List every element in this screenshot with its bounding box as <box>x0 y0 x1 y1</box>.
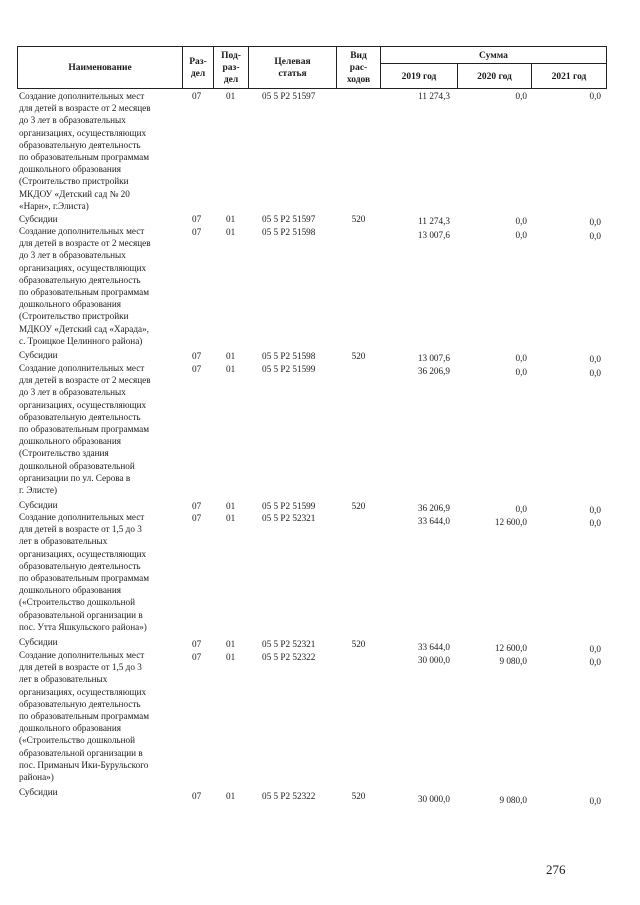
row-2020: 12 600,0 <box>494 643 527 653</box>
row-statya: 05 5 P2 51597 <box>262 214 316 224</box>
row-2021: 0,0 <box>589 657 601 667</box>
header-razdel: Раз- дел <box>189 57 207 79</box>
row-2019: 13 007,6 <box>417 230 450 240</box>
row-razdel: 07 <box>192 513 202 523</box>
page-number: 276 <box>546 862 566 877</box>
row-name: Субсидии <box>19 350 58 360</box>
row-razdel: 07 <box>192 501 202 511</box>
row-2019: 30 000,0 <box>417 655 450 665</box>
row-2019: 11 274,3 <box>418 216 450 226</box>
row-2020: 0,0 <box>515 216 527 226</box>
row-2020: 0,0 <box>515 353 527 363</box>
header-statya: Целевая статья <box>274 57 311 79</box>
header-vid: Вид рас- ходов <box>346 51 371 85</box>
row-razdel: 07 <box>192 364 202 374</box>
row-podrazdel: 01 <box>226 227 236 237</box>
row-podrazdel: 01 <box>226 791 236 801</box>
row-2020: 0,0 <box>515 91 527 101</box>
row-name: Создание дополнительных мест для детей в возрасте от 2 месяцев до 3 лет в образовательных организациях, осуществляющих образовательную деятельность по образовательным программам дошкольного образования (Строительство пристройки МКДОУ «Детский сад № 20 «Нарн», г.Элиста) <box>19 91 151 211</box>
row-2019: 11 274,3 <box>418 91 450 101</box>
row-podrazdel: 01 <box>226 639 236 649</box>
row-name: Субсидии <box>19 214 58 224</box>
row-2021: 0,0 <box>589 231 601 241</box>
header-summa: Сумма <box>479 51 508 61</box>
row-2020: 0,0 <box>515 504 527 514</box>
row-name: Создание дополнительных мест для детей в возрасте от 1,5 до 3 лет в образовательных организациях, осуществляющих образовательную деятельность по образовательным программам дошкольного образования («Строительство дошкольной образовательной организации в пос. Утта Яшкульского района») <box>19 512 150 632</box>
row-name: Создание дополнительных мест для детей в возрасте от 1,5 до 3 лет в образовательных организациях, осуществляющих образовательную деятельность по образовательным программам дошкольного образования («Строительство дошкольной образовательной организации в пос. Приманыч Ики-Бурульского района») <box>19 650 150 783</box>
row-vid: 520 <box>351 214 366 224</box>
row-2021: 0,0 <box>589 91 601 101</box>
row-2019: 36 206,9 <box>417 366 450 376</box>
row-2019: 30 000,0 <box>417 794 450 804</box>
row-podrazdel: 01 <box>226 214 236 224</box>
row-podrazdel: 01 <box>226 351 236 361</box>
row-2021: 0,0 <box>589 217 601 227</box>
row-vid: 520 <box>351 351 366 361</box>
row-statya: 05 5 P2 51598 <box>262 351 316 361</box>
row-razdel: 07 <box>192 227 202 237</box>
header-name: Наименование <box>68 63 132 73</box>
row-statya: 05 5 P2 51597 <box>262 91 316 101</box>
row-vid: 520 <box>351 639 366 649</box>
row-razdel: 07 <box>192 351 202 361</box>
row-podrazdel: 01 <box>226 364 236 374</box>
row-2019: 13 007,6 <box>417 353 450 363</box>
row-statya: 05 5 P2 51598 <box>262 227 316 237</box>
row-2021: 0,0 <box>589 354 601 364</box>
row-statya: 05 5 P2 51599 <box>262 364 316 374</box>
row-statya: 05 5 P2 52321 <box>262 639 316 649</box>
row-podrazdel: 01 <box>226 501 236 511</box>
row-razdel: 07 <box>192 214 202 224</box>
row-statya: 05 5 P2 51599 <box>262 501 316 511</box>
row-2021: 0,0 <box>589 368 601 378</box>
row-name: Создание дополнительных мест для детей в возрасте от 2 месяцев до 3 лет в образовательных организациях, осуществляющих образовательную деятельность по образовательным программам дошкольного образования (Строительство пристройки МДКОУ «Детский сад «Харада», с. Троицкое Целинного района) <box>19 226 151 346</box>
row-2021: 0,0 <box>589 505 601 515</box>
row-statya: 05 5 P2 52322 <box>262 791 316 801</box>
row-2019: 33 644,0 <box>417 642 450 652</box>
row-statya: 05 5 P2 52322 <box>262 652 316 662</box>
header-podrazdel: Под- раз- дел <box>221 51 241 85</box>
row-2020: 12 600,0 <box>494 517 527 527</box>
row-2019: 33 644,0 <box>417 516 450 526</box>
row-razdel: 07 <box>192 91 202 101</box>
row-name: Субсидии <box>19 787 58 797</box>
row-podrazdel: 01 <box>226 513 236 523</box>
row-podrazdel: 01 <box>226 652 236 662</box>
row-razdel: 07 <box>192 652 202 662</box>
header-2021: 2021 год <box>551 72 587 82</box>
row-name: Субсидии <box>19 637 58 647</box>
header-2020: 2020 год <box>477 72 512 82</box>
row-2021: 0,0 <box>589 644 601 654</box>
row-name: Субсидии <box>19 500 58 510</box>
row-vid: 520 <box>351 501 366 511</box>
row-razdel: 07 <box>192 791 202 801</box>
row-2020: 0,0 <box>515 230 527 240</box>
row-2021: 0,0 <box>589 796 601 806</box>
row-name: Создание дополнительных мест для детей в возрасте от 2 месяцев до 3 лет в образовательных организациях, осуществляющих образовательную деятельность по образовательным программам дошкольного образования (Строительство здания дошкольной образовательной организации по ул. Серова в г. Элисте) <box>19 363 151 496</box>
row-2019: 36 206,9 <box>417 503 450 513</box>
row-2021: 0,0 <box>589 518 601 528</box>
row-2020: 9 080,0 <box>499 656 527 666</box>
header-2019: 2019 год <box>401 72 437 82</box>
row-vid: 520 <box>351 791 366 801</box>
row-podrazdel: 01 <box>226 91 236 101</box>
row-2020: 9 080,0 <box>499 795 527 805</box>
row-2020: 0,0 <box>515 367 527 377</box>
row-statya: 05 5 P2 52321 <box>262 513 316 523</box>
row-razdel: 07 <box>192 639 202 649</box>
